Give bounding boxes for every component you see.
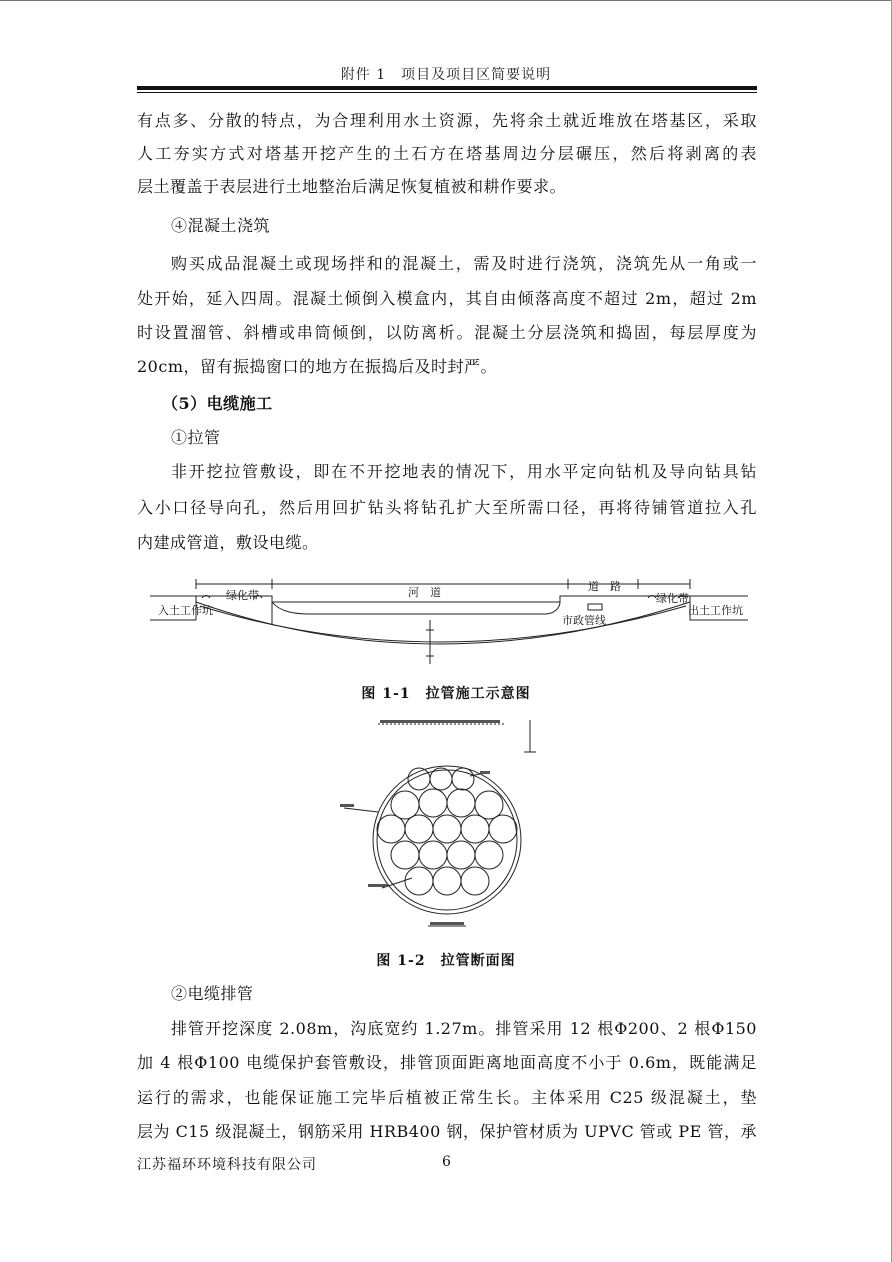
- paragraph-line: 入小口径导向孔，然后用回扩钻头将钻孔扩大至所需口径，再将待铺管道拉入孔: [137, 498, 757, 517]
- label-green-left: 绿化带: [226, 589, 259, 602]
- figure-pull-pipe-section: [330, 716, 540, 940]
- subheading-cable-duct: ②电缆排管: [171, 984, 254, 1003]
- figure-caption-1: 图 1-1 拉管施工示意图: [361, 686, 531, 702]
- section-heading-cable: （5）电缆施工: [162, 394, 273, 413]
- paragraph-line: 层为 C15 级混凝土，钢筋采用 HRB400 钢，保护管材质为 UPVC 管或 PE 管，承: [137, 1122, 757, 1141]
- paragraph-line: 处开始，延入四周。混凝土倾倒入模盒内，其自由倾落高度不超过 2m，超过 2m: [137, 289, 757, 308]
- paragraph-line: 加 4 根Φ100 电缆保护套管敷设，排管顶面距离地面高度不小于 0.6m，既能满足: [137, 1053, 757, 1072]
- label-entry-pit: 入土工作坑: [158, 604, 213, 617]
- label-green-right: 绿化带: [656, 592, 689, 605]
- label-river: 河 道: [408, 586, 441, 599]
- paragraph-line: 人工夯实方式对塔基开挖产生的土石方在塔基周边分层碾压，然后将剥离的表: [137, 144, 757, 163]
- header-rule: [137, 86, 757, 90]
- paragraph-line: 非开挖拉管敷设，即在不开挖地表的情况下，用水平定向钻机及导向钻具钻: [171, 462, 757, 481]
- label-exit-pit: 出土工作坑: [688, 604, 743, 617]
- paragraph-line: 有点多、分散的特点，为合理利用水土资源，先将余土就近堆放在塔基区，采取: [137, 111, 757, 130]
- subheading-pull-pipe: ①拉管: [171, 428, 221, 447]
- paragraph-line: 购买成品混凝土或现场拌和的混凝土，需及时进行浇筑，浇筑先从一角或一: [171, 254, 757, 273]
- page-top-edge: [0, 0, 892, 1]
- paragraph-line: 运行的需求，也能保证施工完毕后植被正常生长。主体采用 C25 级混凝土，垫: [137, 1088, 757, 1107]
- footer-company: 江苏福环环境科技有限公司: [137, 1157, 317, 1173]
- label-municipal-pipeline: 市政管线: [562, 614, 606, 627]
- page-number: 6: [442, 1154, 451, 1170]
- subheading-concrete: ④混凝土浇筑: [171, 216, 271, 235]
- header-rule-thin: [137, 92, 757, 93]
- paragraph-line: 层土覆盖于表层进行土地整治后满足恢复植被和耕作要求。: [137, 177, 567, 196]
- label-road: 道 路: [588, 580, 621, 593]
- paragraph-line: 排管开挖深度 2.08m，沟底宽约 1.27m。排管采用 12 根Φ200、2 根Φ150: [171, 1019, 757, 1038]
- paragraph-line: 20cm，留有振捣窗口的地方在振捣后及时封严。: [137, 357, 497, 376]
- paragraph-line: 时设置溜管、斜槽或串筒倾倒，以防离析。混凝土分层浇筑和捣固，每层厚度为: [137, 323, 757, 342]
- figure-caption-2: 图 1-2 拉管断面图: [376, 953, 516, 969]
- figure-pull-pipe-diagram: [150, 568, 750, 664]
- paragraph-line: 内建成管道，敷设电缆。: [137, 533, 319, 552]
- running-header: 附件 1 项目及项目区简要说明: [340, 67, 552, 83]
